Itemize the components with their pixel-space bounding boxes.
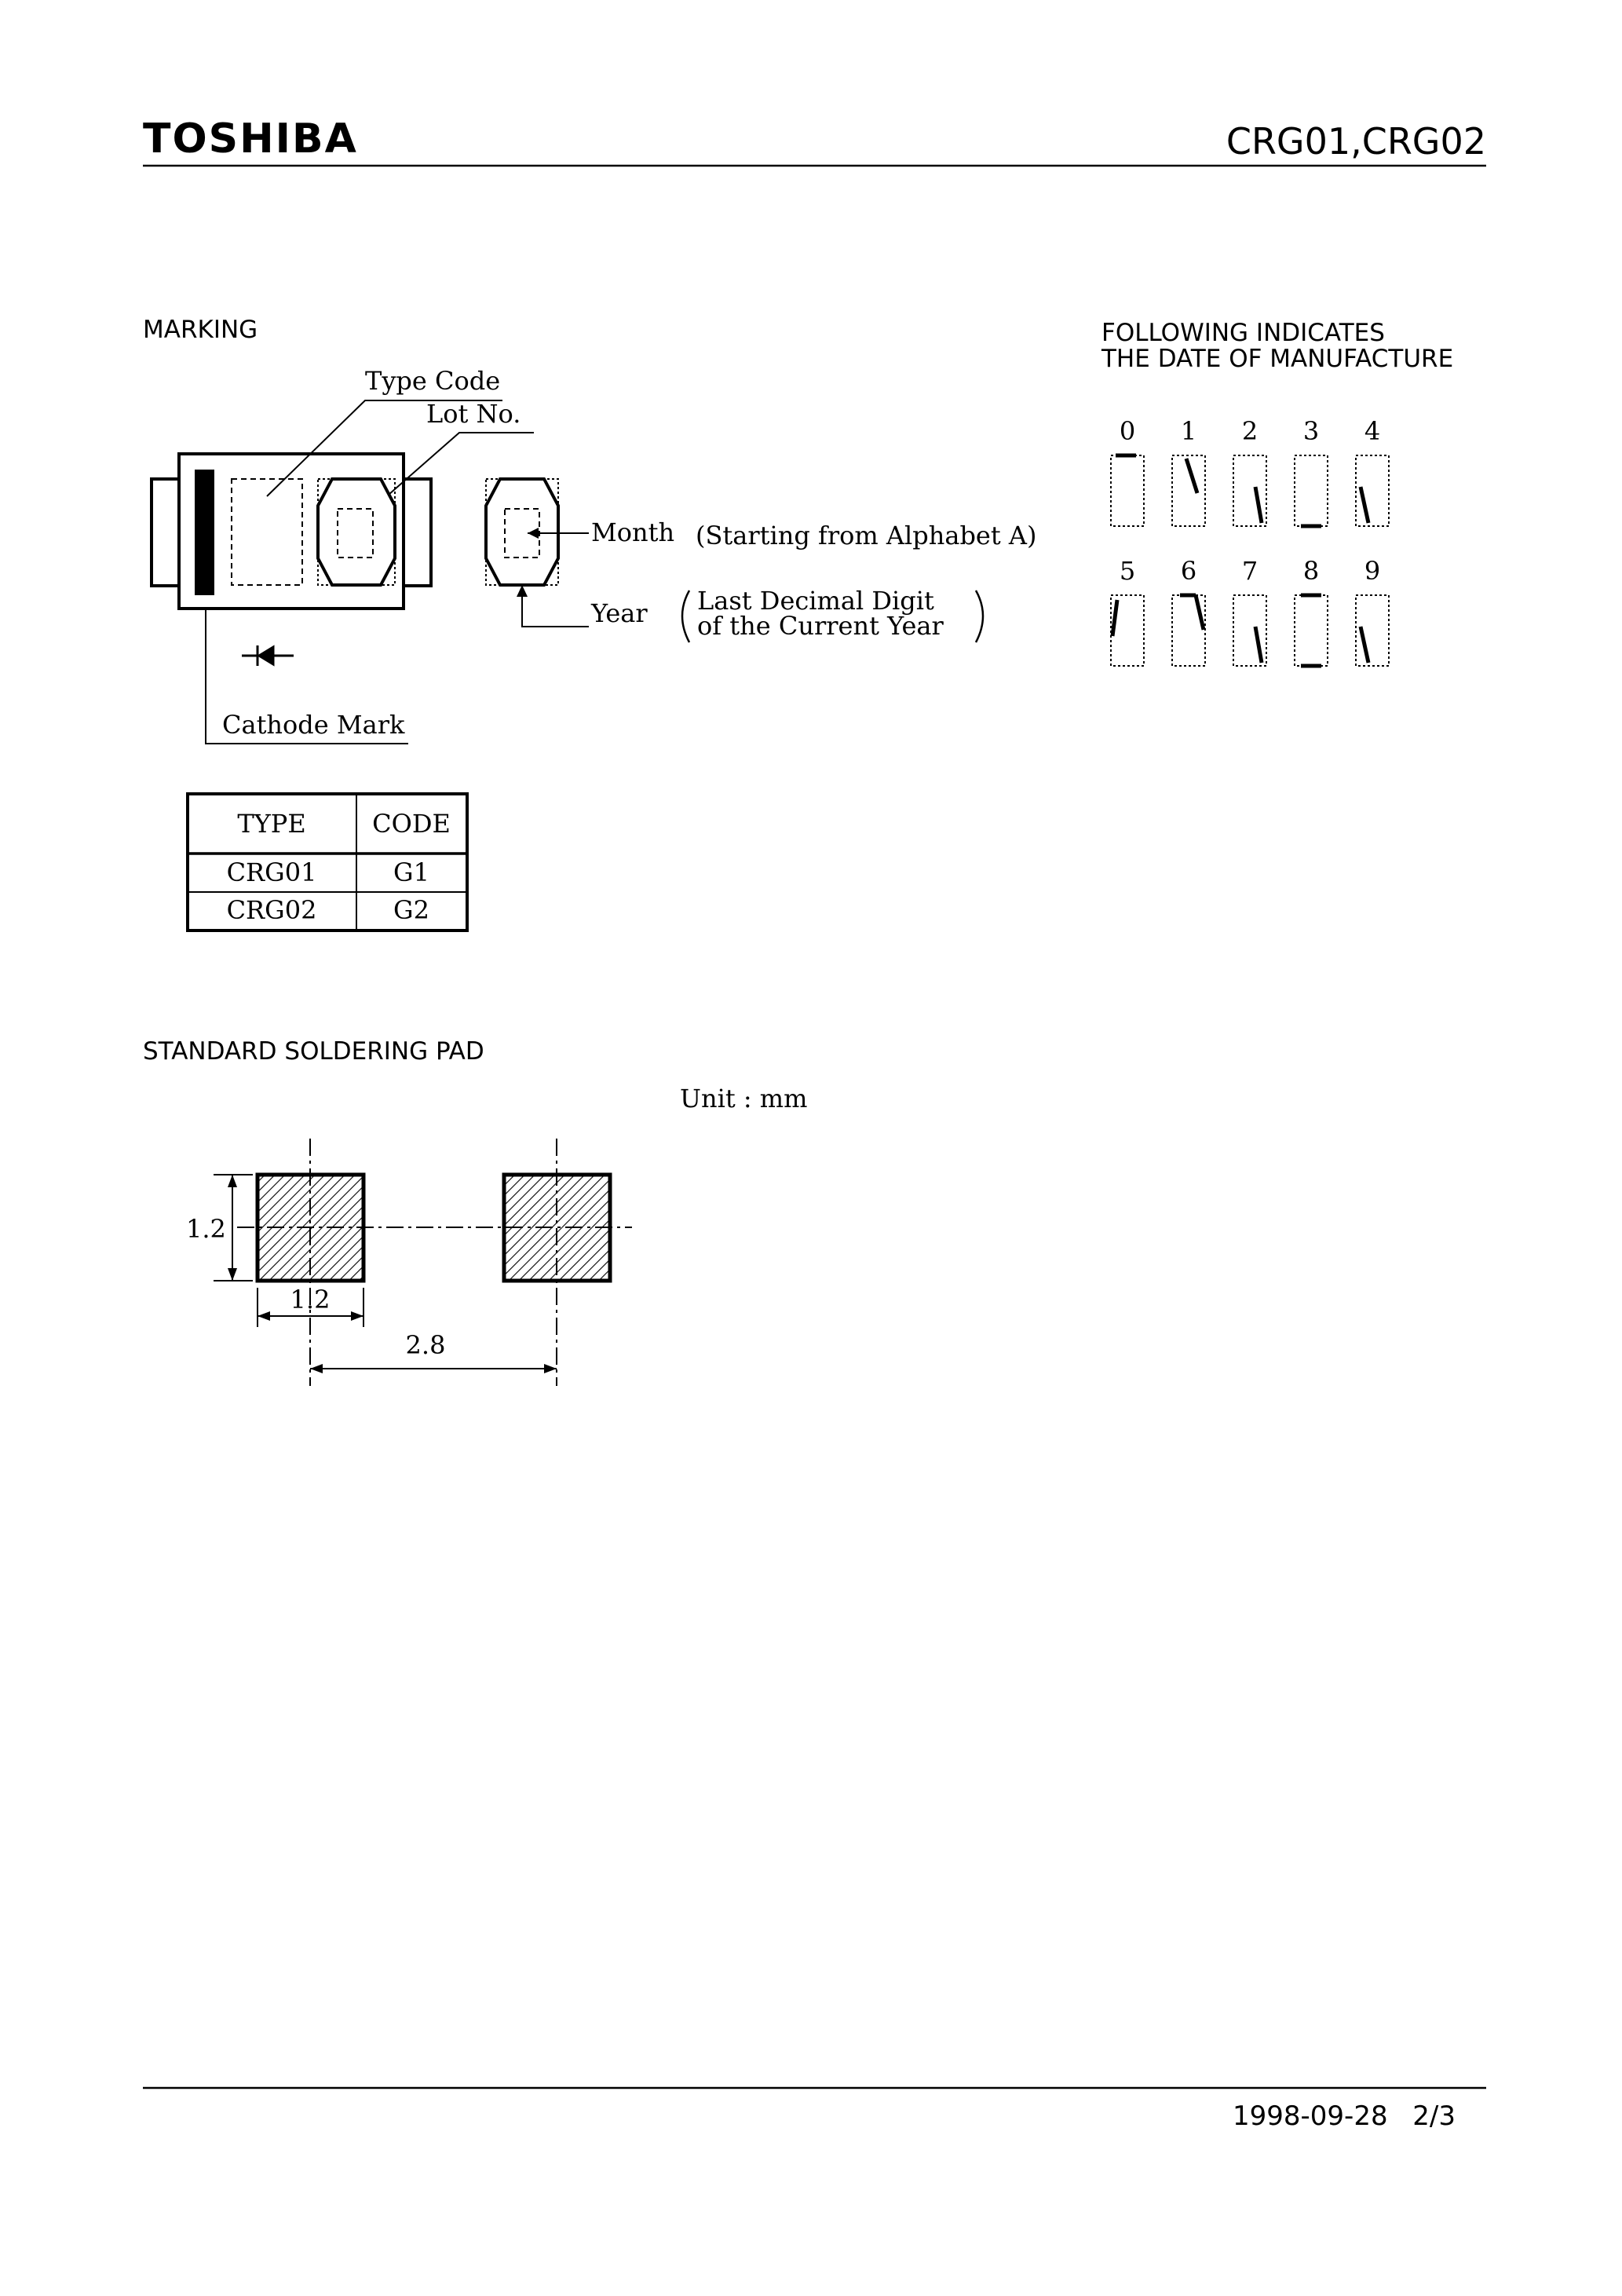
date-digit-mark	[1186, 459, 1197, 493]
dim-pitch-label: 2.8	[405, 1330, 446, 1360]
package-marking-diagram	[152, 454, 431, 609]
date-digit-label: 8	[1302, 556, 1320, 586]
date-digit-label: 1	[1180, 416, 1197, 446]
package-lead-left	[152, 479, 179, 586]
date-digit-box	[1111, 455, 1144, 526]
date-digit-box	[1295, 595, 1328, 666]
date-digit-label: 5	[1119, 556, 1136, 586]
date-code-title-line2: THE DATE OF MANUFACTURE	[1101, 345, 1454, 373]
brand-logo: TOSHIBA	[143, 115, 358, 163]
date-digit-box	[1172, 595, 1205, 666]
package-lead-right	[404, 479, 431, 586]
date-code-title-line1: FOLLOWING INDICATES	[1101, 319, 1385, 347]
table-cell-code-g2: G2	[393, 895, 429, 925]
year-label: Year	[591, 598, 648, 628]
year-note-line1: Last Decimal Digit	[697, 586, 934, 616]
cathode-band	[195, 470, 214, 595]
marking-section-title: MARKING	[143, 316, 258, 344]
date-code-grid	[1111, 416, 1389, 666]
date-digit-mark	[1255, 627, 1262, 663]
date-digit-label: 4	[1364, 416, 1381, 446]
type-code-label: Type Code	[365, 366, 501, 396]
date-digit-mark	[1255, 487, 1262, 523]
month-note: (Starting from Alphabet A)	[696, 521, 1037, 550]
month-label: Month	[591, 517, 675, 547]
date-digit-label: 7	[1241, 556, 1259, 586]
table-cell-code-g1: G1	[393, 857, 429, 887]
date-digit-mark	[1361, 487, 1368, 523]
dim-width-label: 1.2	[290, 1285, 331, 1314]
type-code-table	[188, 794, 467, 930]
cathode-mark-label: Cathode Mark	[222, 710, 405, 740]
date-digit-mark	[1112, 600, 1117, 636]
date-digit-label: 6	[1180, 556, 1197, 586]
dim-height-label: 1.2	[186, 1214, 226, 1244]
date-digit-label: 3	[1302, 416, 1320, 446]
diode-symbol-icon	[242, 645, 294, 666]
table-header-code: CODE	[372, 809, 451, 839]
year-note-close-paren	[976, 590, 983, 642]
lot-no-detail-diagram	[486, 479, 589, 627]
unit-label: Unit : mm	[680, 1084, 808, 1113]
part-numbers: CRG01,CRG02	[1226, 120, 1486, 163]
lot-no-label: Lot No.	[426, 399, 521, 429]
date-digit-mark	[1196, 595, 1204, 630]
date-digit-label: 0	[1119, 416, 1136, 446]
year-note-line2: of the Current Year	[697, 611, 944, 641]
footer-page-number: 2/3	[1412, 2100, 1456, 2132]
table-cell-type-crg01: CRG01	[226, 857, 317, 887]
soldering-pad-section-title: STANDARD SOLDERING PAD	[143, 1037, 484, 1066]
year-note-open-paren	[682, 590, 689, 642]
date-digit-label: 2	[1241, 416, 1259, 446]
date-digit-mark	[1361, 627, 1368, 663]
footer-date: 1998-09-28	[1233, 2100, 1388, 2132]
table-cell-type-crg02: CRG02	[226, 895, 317, 925]
table-header-type: TYPE	[237, 809, 306, 839]
date-digit-box	[1295, 455, 1328, 526]
date-digit-label: 9	[1364, 556, 1381, 586]
